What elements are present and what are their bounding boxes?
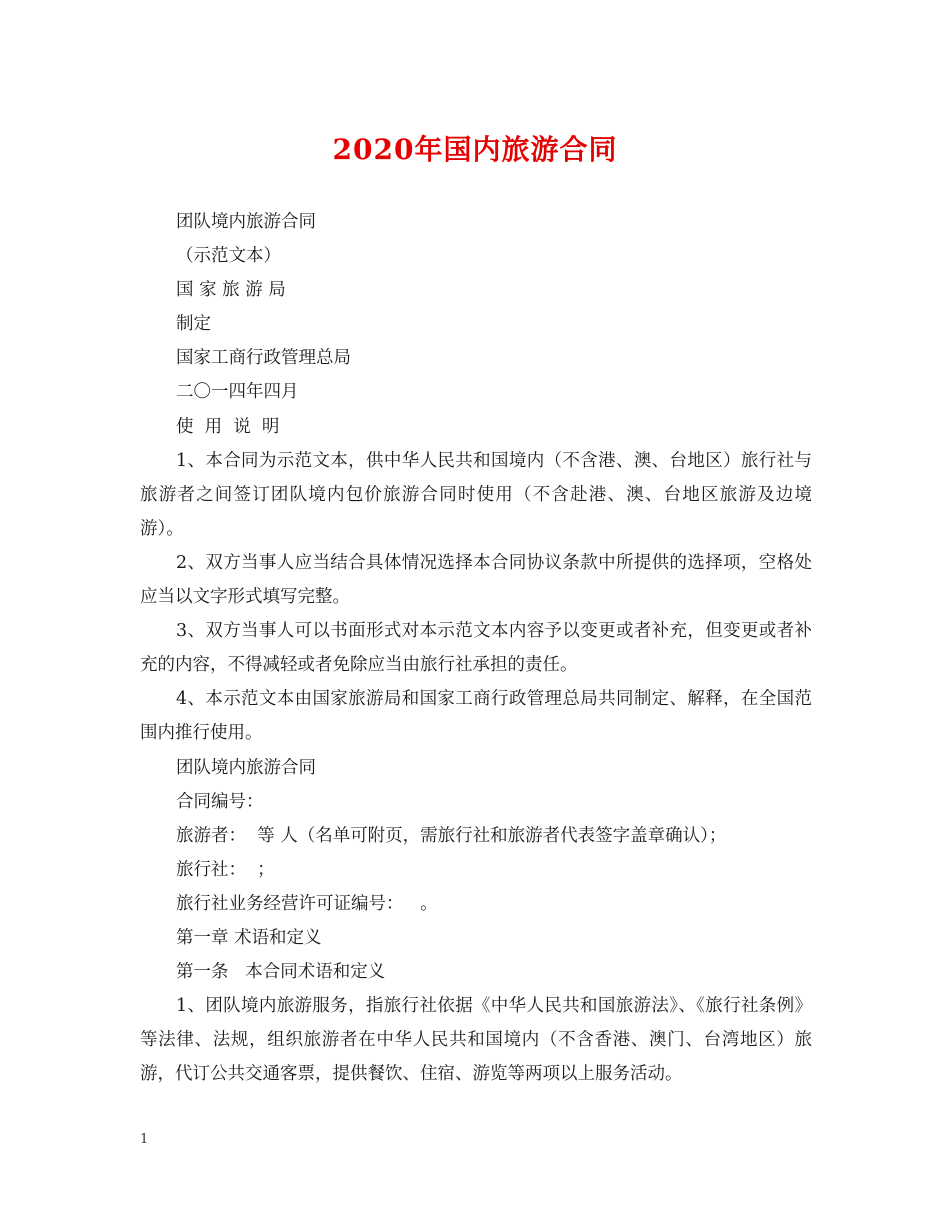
text-line: 旅行社： ；: [176, 859, 275, 880]
paragraph: 1、团队境内旅游服务，指旅行社依据《中华人民共和国旅游法》、《旅行社条例》等法律、法规，组织旅游者在中华人民共和国境内（不含香港、澳门、台湾地区）旅游，代订公共交通客票，提供餐饮、住宿、游览等两项以上服务活动。: [140, 996, 812, 1085]
text-line: 旅游者： 等 人（名单可附页，需旅行社和旅游者代表签字盖章确认）；: [176, 825, 727, 846]
text-line: 二〇一四年四月: [176, 382, 299, 403]
paragraph: 3、双方当事人可以书面形式对本示范文本内容予以变更或者补充，但变更或者补充的内容，不得减轻或者免除应当由旅行社承担的责任。: [140, 621, 812, 676]
chapter-heading: 第一章 术语和定义: [176, 927, 322, 948]
page-number: 1: [140, 1132, 149, 1147]
text-line: 国 家 旅 游 局: [176, 280, 286, 301]
text-line: 旅行社业务经营许可证编号： 。: [176, 893, 438, 914]
document-title: 2020年国内旅游合同: [332, 133, 618, 166]
paragraph: 2、双方当事人应当结合具体情况选择本合同协议条款中所提供的选择项，空格处应当以文字形式填写完整。: [140, 552, 812, 608]
text-line: 制定: [176, 314, 211, 335]
text-line: 团队境内旅游合同: [176, 212, 316, 232]
text-line: 合同编号：: [176, 791, 264, 812]
paragraph: 4、本示范文本由国家旅游局和国家工商行政管理总局共同制定、解释，在全国范围内推行使用。: [140, 689, 812, 744]
text-line: 国家工商行政管理总局: [176, 348, 351, 369]
article-heading: 第一条 本合同术语和定义: [176, 962, 386, 983]
text-line: 团队境内旅游合同: [176, 757, 316, 778]
section-heading: 使 用 说 明: [176, 416, 280, 437]
document-body: [140, 205, 812, 1091]
paragraph: 1、本合同为示范文本，供中华人民共和国境内（不含港、澳、台地区）旅行社与旅游者之间签订团队境内包价旅游合同时使用（不含赴港、澳、台地区旅游及边境游）。: [140, 450, 812, 539]
text-line: （示范文本）: [176, 246, 281, 267]
